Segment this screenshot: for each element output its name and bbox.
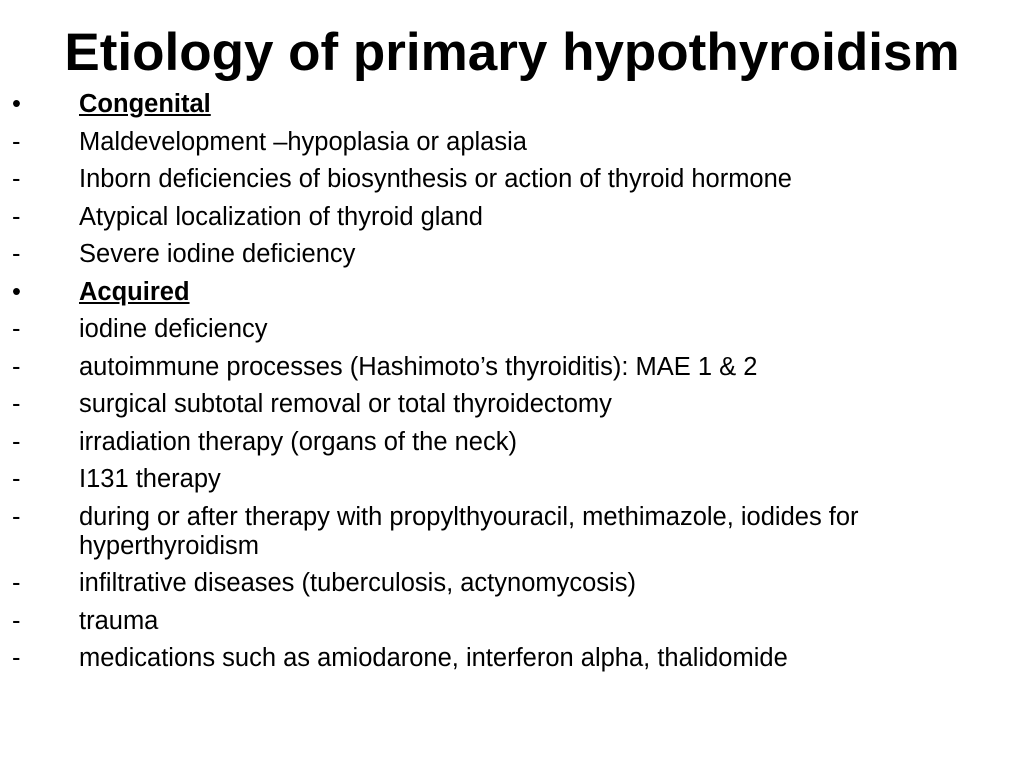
dash-marker: - [12, 390, 21, 418]
slide-title: Etiology of primary hypothyroidism [64, 23, 960, 82]
list-heading-text: Congenital [79, 90, 211, 118]
list-item-text: Atypical localization of thyroid gland [79, 202, 483, 231]
list-item-text: Maldevelopment –hypoplasia or aplasia [79, 127, 527, 156]
bullet-marker: • [12, 277, 21, 306]
list-item [12, 236, 1012, 274]
list-item-text: iodine deficiency [79, 315, 268, 343]
dash-marker: - [12, 127, 21, 156]
list-heading-acquired [12, 274, 1012, 312]
list-item-text: during or after therapy with propylthyouracil, methimazole, iodides for hyperthyroidism [79, 502, 859, 560]
list-item-text: irradiation therapy (organs of the neck) [79, 427, 517, 456]
dash-marker: - [12, 427, 21, 456]
bullet-marker: • [12, 90, 21, 118]
list-item-text: infiltrative diseases (tuberculosis, actynomycosis) [79, 569, 636, 597]
list-item-text: Severe iodine deficiency [79, 240, 356, 268]
list-item [12, 461, 1012, 499]
list-item [12, 161, 1012, 199]
list-item [12, 311, 1012, 349]
list-item-text: medications such as amiodarone, interferon alpha, thalidomide [79, 644, 788, 672]
bullet-list [12, 86, 1012, 678]
dash-marker: - [12, 465, 21, 493]
list-item [12, 499, 1012, 566]
dash-marker: - [12, 606, 21, 635]
dash-marker: - [12, 240, 21, 268]
list-item [12, 640, 1012, 678]
list-item-text: I131 therapy [79, 465, 221, 493]
list-heading-congenital [12, 86, 1012, 124]
list-item-text: Inborn deficiencies of biosynthesis or action of thyroid hormone [79, 165, 792, 193]
list-item [12, 199, 1012, 237]
list-item-text: autoimmune processes (Hashimoto’s thyroiditis): MAE 1 & 2 [79, 352, 758, 381]
dash-marker: - [12, 165, 21, 193]
list-item [12, 349, 1012, 387]
dash-marker: - [12, 569, 21, 597]
dash-marker: - [12, 202, 21, 231]
dash-marker: - [12, 315, 21, 343]
list-item [12, 565, 1012, 603]
dash-marker: - [12, 352, 21, 381]
list-item-text: surgical subtotal removal or total thyroidectomy [79, 390, 612, 418]
dash-marker: - [12, 644, 21, 672]
dash-marker: - [12, 502, 21, 531]
list-item [12, 124, 1012, 162]
list-heading-text: Acquired [79, 277, 190, 306]
list-item [12, 603, 1012, 641]
list-item [12, 386, 1012, 424]
list-item-text: trauma [79, 606, 159, 635]
list-item [12, 424, 1012, 462]
